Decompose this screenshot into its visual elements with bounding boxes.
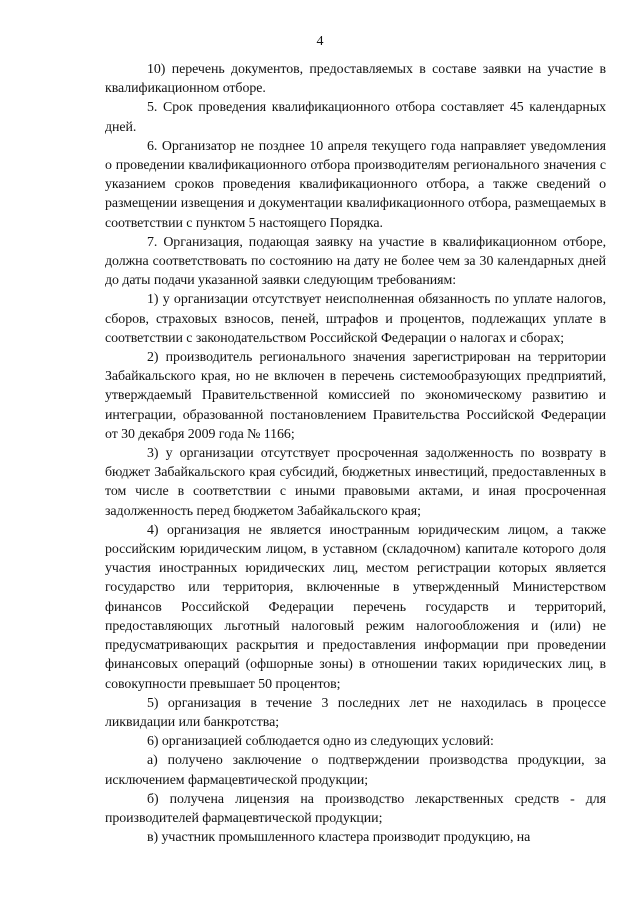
requirement-6-conditions: 6) организацией соблюдается одно из следующих условий: [147, 734, 494, 750]
requirement-3-debt: 3) у организации отсутствует просроченная задолженность по возврату в бюджет Забайкальского края субсидий, бюджетных инвестиций, предоставленных в том числе в соответствии с иными правовыми актами, и иная просроченная задолженность перед бюджетом Забайкальского края; [105, 446, 606, 519]
requirement-1-taxes: 1) у организации отсутствует неисполненная обязанность по уплате налогов, сборов, страховых взносов, пеней, штрафов и процентов, подлежащих уплате в соответствии с законодательством Российской Федерации о налогах и сборах; [105, 292, 606, 346]
paragraph-6-organizer-notice: 6. Организатор не позднее 10 апреля текущего года направляет уведомления о проведении квалификационного отбора производителям регионального значения с указанием сроков проведения квалификационного отбора, а также сведений о размещении извещения и документации квалификационного отбора, размещаемых в соответствии с пунктом 5 настоящего Порядка. [105, 138, 606, 231]
condition-c-cluster: в) участник промышленного кластера производит продукцию, на [147, 830, 531, 846]
requirement-2-registration: 2) производитель регионального значения зарегистрирован на территории Забайкальского края, но не включен в перечень системообразующих предприятий, утверждаемый Правительственной комиссией по экономическому развитию и интеграции, образованной постановлением Правительства Российской Федерации от 30 декабря 2009 года № 1166; [105, 350, 606, 442]
page-number: 4 [316, 34, 324, 49]
condition-b-license: б) получена лицензия на производство лекарственных средств - для производителей фармацевтической продукции; [105, 791, 606, 826]
paragraph-item-10: 10) перечень документов, предоставляемых в составе заявки на участие в квалификационном отборе. [105, 62, 606, 97]
paragraph-7-requirements: 7. Организация, подающая заявку на участие в квалификационном отборе, должна соответствовать по состоянию на дату не более чем за 30 календарных дней до даты подачи указанной заявки следующим требованиям: [105, 234, 606, 289]
paragraph-5-selection-period: 5. Срок проведения квалификационного отбора составляет 45 календарных дней. [105, 100, 606, 135]
condition-a-conclusion: а) получено заключение о подтверждении производства продукции, за исключением фармацевтической продукции; [105, 753, 606, 788]
requirement-4-foreign-entity: 4) организация не является иностранным юридическим лицом, а также российским юридическим лицом, в уставном (складочном) капитале которого доля участия иностранных юридических лиц, местом регистрации которых является государство или территория, включенные в утвержденный Министерством финансов Российской Федерации перечень государств и территорий, предоставляющих льготный налоговый режим налогообложения и (или) не предусматривающих раскрытия и предоставления информации при проведении финансовых операций (офшорные зоны) в отношении таких юридических лиц, в совокупности превышает 50 процентов; [105, 522, 606, 692]
document-body [105, 60, 606, 847]
requirement-5-liquidation: 5) организация в течение 3 последних лет не находилась в процессе ликвидации или банкротства; [105, 695, 606, 730]
